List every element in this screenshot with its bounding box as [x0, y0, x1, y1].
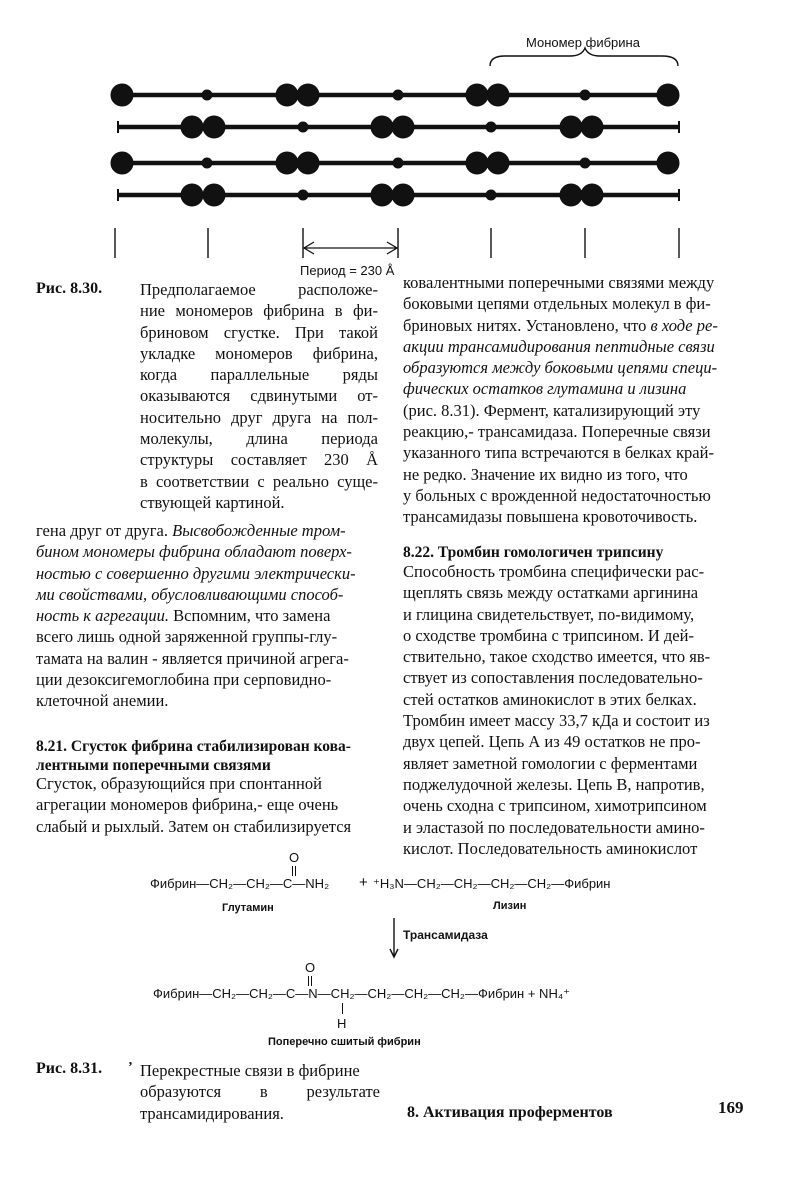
text-line: являет заметной гомологии с ферментами	[403, 753, 698, 773]
carbonyl-bond-1	[292, 866, 296, 876]
text-line: не редко. Значение их видно из того, что	[403, 464, 688, 484]
monomer-node	[466, 152, 488, 174]
monomer-node	[486, 190, 496, 200]
text-line: Способность тромбина специфически рас-	[403, 562, 705, 581]
text-line: двух цепей. Цепь А из 49 остатков не про-	[403, 732, 701, 752]
nh-bond	[342, 1003, 343, 1014]
caption-line: Предполагаемое расположе-	[140, 280, 378, 299]
monomer-node	[560, 116, 582, 138]
monomer-node	[466, 84, 488, 106]
monomer-node	[181, 184, 203, 206]
monomer-node	[393, 158, 403, 168]
text-line: гена друг от друга.	[36, 521, 168, 540]
heading-line: 8.21. Сгусток фибрина стабилизирован кова-	[36, 738, 351, 755]
caption-line: структуры составляет 230 Å	[140, 450, 378, 470]
left-column-text	[36, 520, 384, 712]
caption-line: молекулы, длина периода	[140, 429, 378, 449]
caption-line: носительно друг друга на пол-	[140, 407, 378, 427]
figure-831-caption	[140, 1060, 380, 1124]
text-line: в ходе ре-	[650, 315, 718, 335]
section-8-22-heading: 8.22. Тромбин гомологичен трипсину	[403, 544, 664, 561]
monomer-node	[203, 116, 225, 138]
monomer-node	[392, 184, 414, 206]
text-line: Вспомним, что замена	[173, 606, 331, 626]
monomer-label: Мономер фибрина	[526, 35, 640, 50]
caption-line: Перекрестные связи в фибрине	[140, 1061, 360, 1080]
monomer-node	[580, 158, 590, 168]
monomer-node	[392, 116, 414, 138]
text-line: щеплять связь между остатками аргинина	[403, 583, 699, 603]
monomer-node	[581, 184, 603, 206]
text-line: ность к агрегации.	[36, 606, 169, 626]
text-line: слабый и рыхлый. Затем он стабилизируется	[36, 816, 352, 836]
text-line: фических остатков глутамина и лизина	[403, 379, 687, 399]
text-line: поджелудочной железы. Цепь В, напротив,	[403, 774, 705, 794]
caption-line: трансамидирования.	[140, 1103, 284, 1123]
text-line: указанного типа встречаются в белках край-	[403, 443, 714, 463]
monomer-node	[276, 84, 298, 106]
monomer-node	[371, 116, 393, 138]
monomer-node	[560, 184, 582, 206]
section-8-22-text	[403, 561, 749, 859]
text-line: ствует из сопоставления последовательно-	[403, 668, 703, 688]
text-line: и глицина свидетельствует, по-видимому,	[403, 604, 695, 624]
monomer-node	[297, 84, 319, 106]
lysine-label: Лизин	[493, 900, 527, 912]
text-line: акции трансамидирования пептидные связи	[403, 336, 715, 356]
text-line: бриновых нитях. Установлено, что	[403, 315, 647, 335]
monomer-node	[486, 122, 496, 132]
glutamine-label: Глутамин	[222, 902, 274, 914]
enzyme-label: Трансамидаза	[403, 928, 488, 942]
section-8-21-text	[36, 773, 386, 837]
caption-line: когда параллельные ряды	[140, 365, 378, 385]
text-line: агрегации мономеров фибрина,- еще очень	[36, 795, 339, 815]
page-number: 169	[718, 1098, 744, 1117]
fibrin-monomer-diagram	[0, 0, 796, 290]
text-line: очень сходна с трипсином, химотрипсином	[403, 796, 707, 816]
text-line: ми свойствами, обусловливающими способ-	[36, 584, 344, 604]
text-line: всего лишь одной заряженной группы-глу-	[36, 627, 338, 647]
monomer-node	[111, 84, 133, 106]
monomer-node	[202, 158, 212, 168]
monomer-node	[276, 152, 298, 174]
reactant-glutamine-chain: Фибрин—CH₂—CH₂—C—NH₂	[150, 876, 330, 891]
text-line: ностью с совершенно другими электрически-	[36, 563, 356, 583]
monomer-node	[297, 152, 319, 174]
caption-line: бриновом сгустке. При такой	[140, 322, 378, 342]
text-line: (рис. 8.31). Фермент, катализирующий эту	[403, 400, 701, 420]
monomer-node	[298, 122, 308, 132]
caption-line: образуются в результате	[140, 1082, 380, 1102]
text-line: ствительно, такое сходство имеется, что яв-	[403, 647, 711, 667]
product-oxygen: O	[305, 960, 316, 975]
caption-line: оказываются сдвинутыми от-	[140, 386, 378, 406]
period-label: Период = 230 Å	[300, 263, 395, 278]
text-line: стей остатков аминокислот в этих белках.	[403, 689, 697, 709]
reactant-lysine-chain: ⁺H₃N—CH₂—CH₂—CH₂—CH₂—Фибрин	[373, 876, 611, 891]
monomer-node	[111, 152, 133, 174]
monomer-node	[203, 184, 225, 206]
text-line: о сходстве тромбина с трипсином. И дей-	[403, 625, 694, 645]
text-line: клеточной анемии.	[36, 691, 169, 711]
reaction-arrow	[388, 918, 400, 960]
caption-line: ние мономеров фибрина в фи-	[140, 301, 378, 321]
product-label: Поперечно сшитый фибрин	[268, 1036, 421, 1048]
text-line: образуются между боковыми цепями специ-	[403, 358, 718, 378]
chapter-footer: 8. Активация проферментов	[407, 1104, 613, 1121]
text-line: реакцию,- трансамидаза. Поперечные связи	[403, 422, 711, 442]
reactant-oxygen: O	[289, 850, 300, 865]
carbonyl-bond-2	[308, 976, 312, 986]
text-line: Сгусток, образующийся при спонтанной	[36, 774, 322, 793]
text-line: и эластазой по последовательности амино-	[403, 817, 705, 837]
heading-line: лентными поперечными связями	[36, 757, 271, 774]
product-chain: Фибрин—CH₂—CH₂—C—N—CH₂—CH₂—CH₂—CH₂—Фибрин + NH₄⁺	[153, 986, 570, 1001]
monomer-node	[581, 116, 603, 138]
monomer-node	[487, 152, 509, 174]
text-line: трансамидазы повышена кровоточивость.	[403, 507, 698, 527]
figure-831-label: Рис. 8.31.	[36, 1060, 103, 1077]
caption-line: в соответствии с реально суще-	[140, 471, 378, 491]
text-line: Тромбин имеет массу 33,7 кДа и состоит из	[403, 711, 710, 731]
right-top-text	[403, 272, 749, 528]
text-line: бином мономеры фибрина обладают поверх-	[36, 542, 352, 562]
monomer-node	[393, 90, 403, 100]
plus-sign: +	[359, 874, 368, 891]
text-line: боковыми цепями отдельных молекул в фи-	[403, 294, 711, 314]
product-hydrogen: H	[337, 1016, 347, 1031]
monomer-node	[371, 184, 393, 206]
monomer-node	[657, 84, 679, 106]
text-line: ции дезоксигемоглобина при серповидно-	[36, 670, 332, 690]
monomer-node	[487, 84, 509, 106]
text-line: тамата на валин - является причиной агрега-	[36, 648, 349, 668]
monomer-node	[181, 116, 203, 138]
figure-830-label: Рис. 8.30.	[36, 280, 103, 297]
monomer-node	[298, 190, 308, 200]
text-line: Высвобожденные тром-	[172, 521, 346, 540]
text-line: кислот. Последовательность аминокислот	[403, 838, 698, 858]
text-line: у больных с врожденной недостаточностью	[403, 485, 711, 505]
caption-line: укладке мономеров фибрина,	[140, 343, 378, 363]
figure-830-caption	[140, 279, 378, 513]
footnote-mark: ʼ	[128, 1060, 133, 1075]
monomer-node	[580, 90, 590, 100]
caption-line: ствующей картиной.	[140, 492, 285, 512]
monomer-node	[202, 90, 212, 100]
section-8-21-heading	[36, 737, 386, 775]
monomer-node	[657, 152, 679, 174]
text-line: ковалентными поперечными связями между	[403, 273, 715, 292]
